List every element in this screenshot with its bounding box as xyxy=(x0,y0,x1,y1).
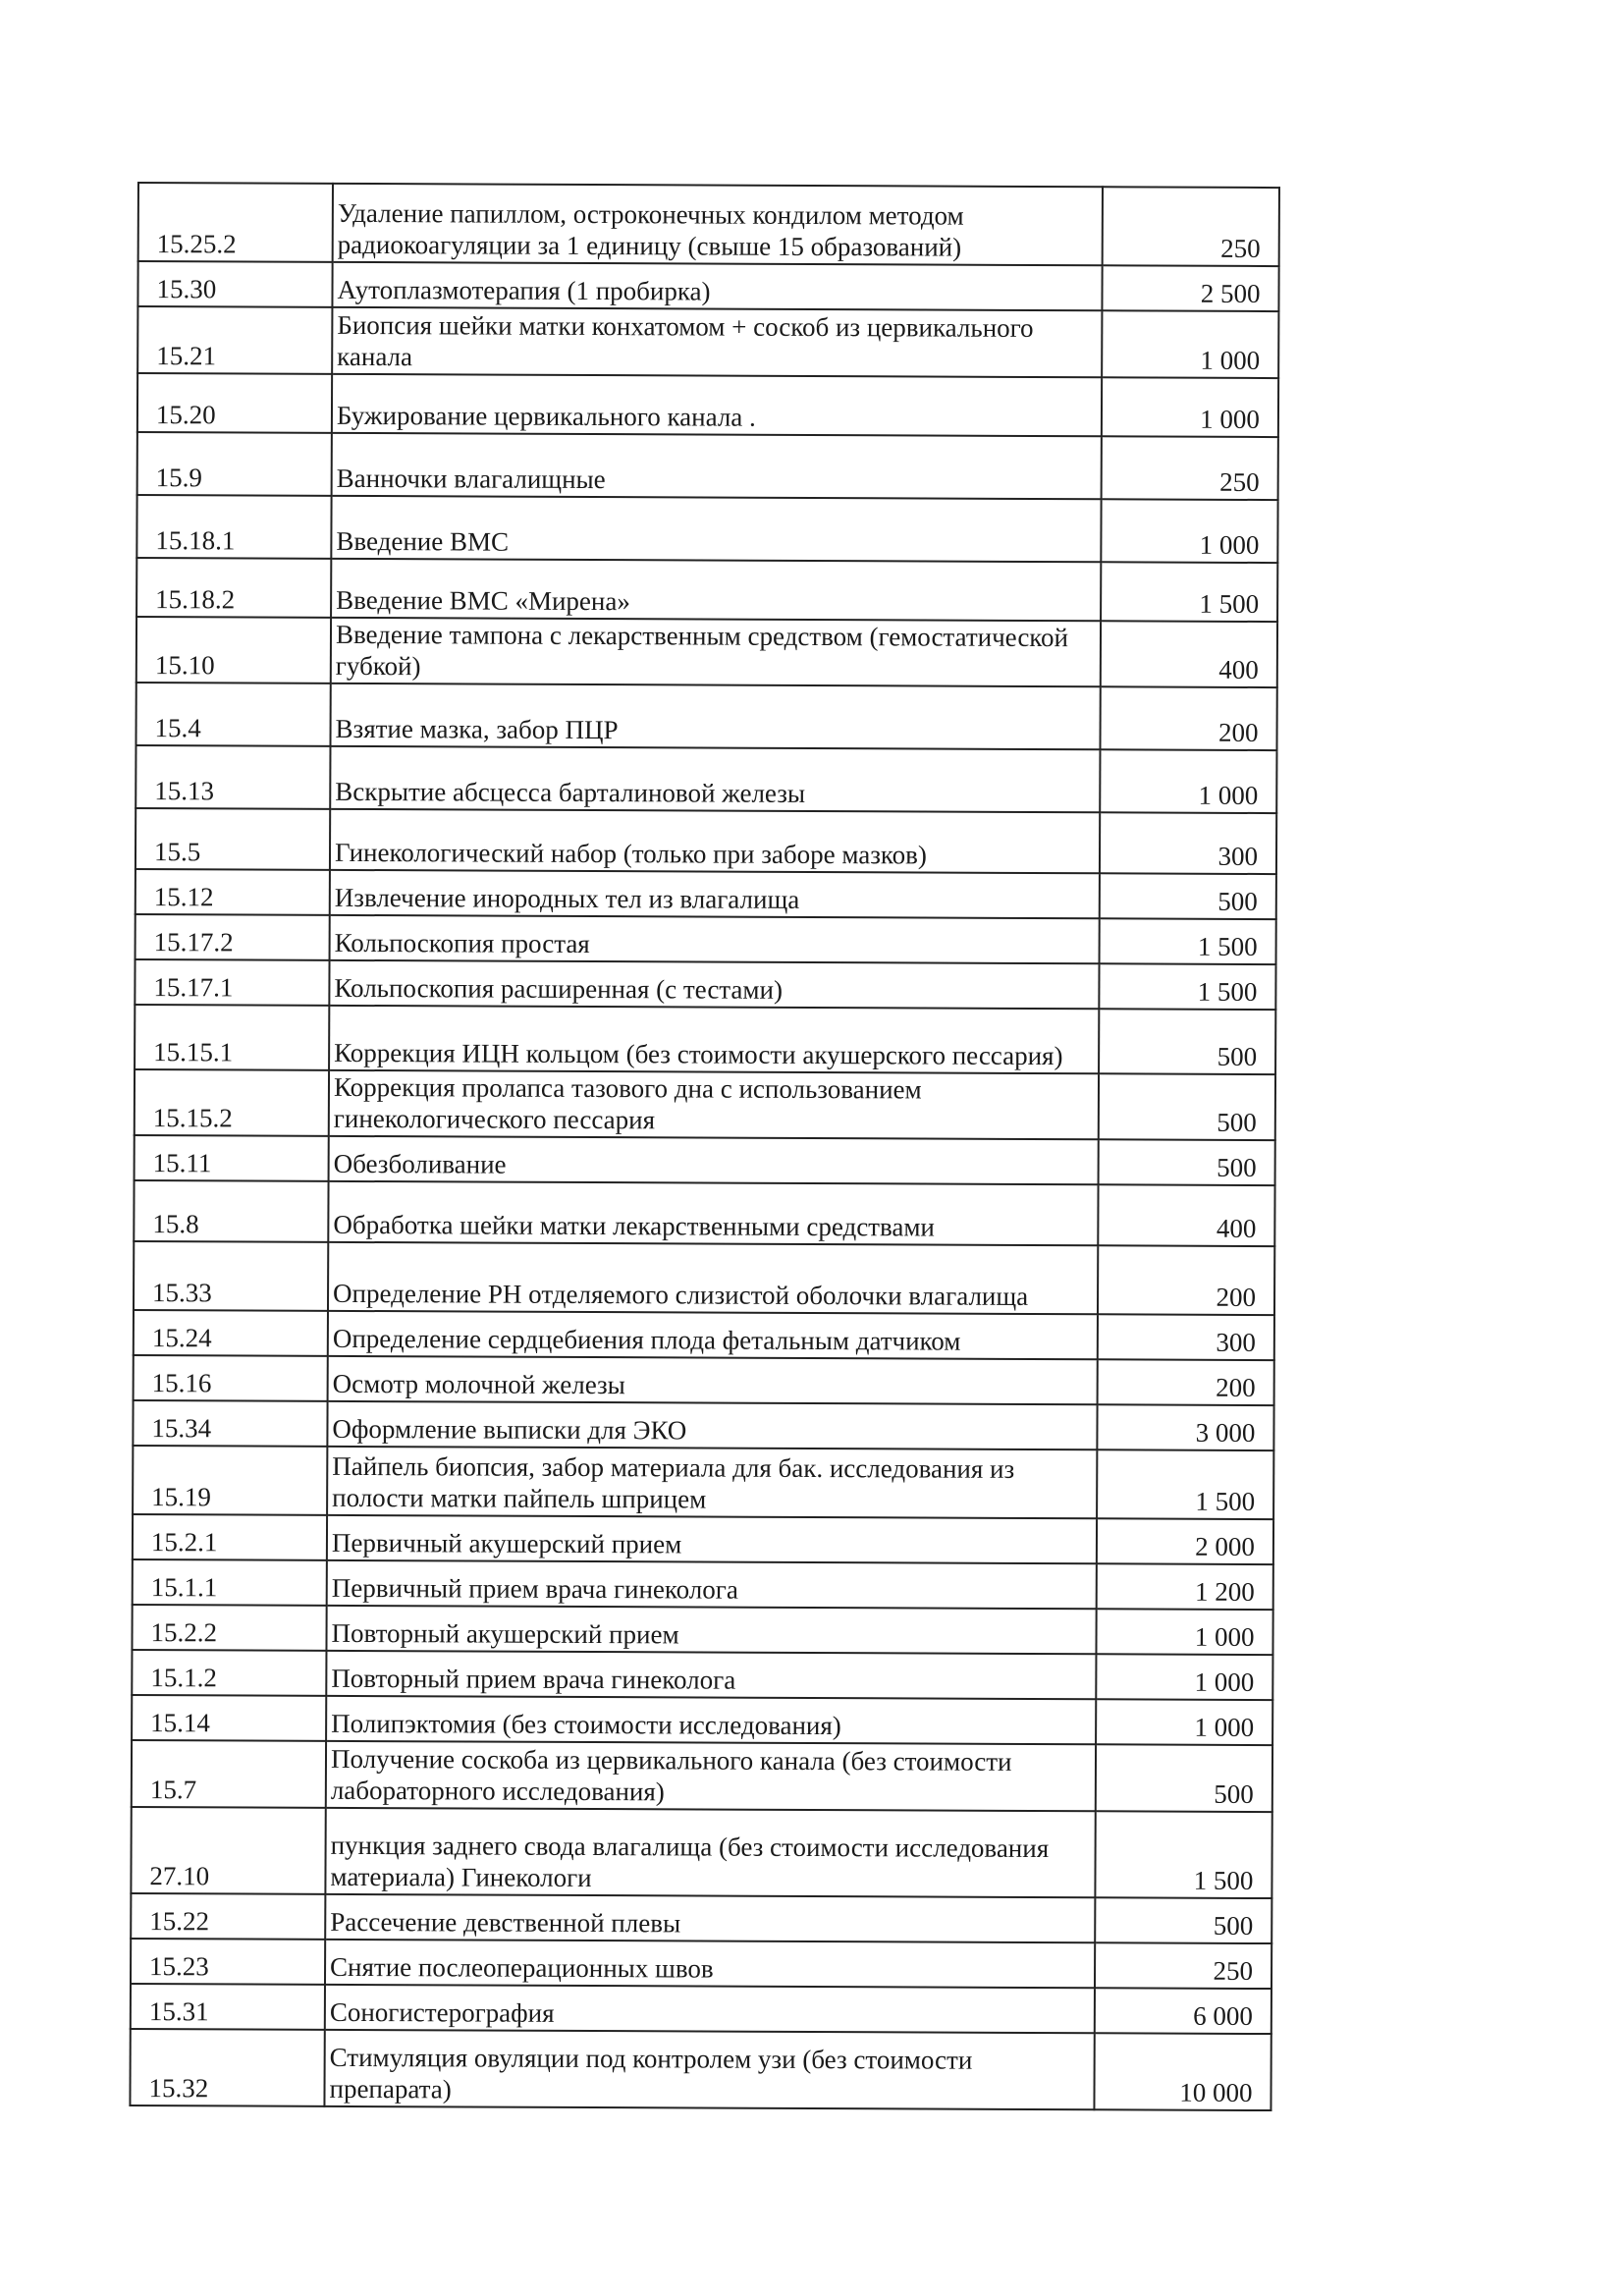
service-price-cell: 1 000 xyxy=(1096,1654,1272,1700)
table-row xyxy=(136,495,1277,563)
service-name-cell: Получение соскоба из цервикального канала (без стоимости лабораторного исследования) xyxy=(326,1741,1096,1811)
service-code-cell: 15.30 xyxy=(137,261,332,307)
service-name-cell: Введение ВМС «Мирена» xyxy=(331,559,1101,621)
service-price-cell: 250 xyxy=(1103,187,1279,266)
service-code-cell: 15.10 xyxy=(136,617,331,683)
service-price-cell: 400 xyxy=(1101,621,1277,687)
service-price-cell: 1 000 xyxy=(1101,499,1277,563)
service-name-cell: Введение тампона с лекарственным средством (гемостатической губкой) xyxy=(331,618,1101,686)
table-row xyxy=(137,261,1278,311)
table-row xyxy=(131,1893,1271,1943)
service-price-cell: 1 500 xyxy=(1097,1449,1273,1519)
service-name-cell: Коррекция пролапса тазового дна с использованием гинекологического пессария xyxy=(329,1070,1099,1139)
service-code-cell: 15.33 xyxy=(134,1241,328,1311)
service-name-cell: Удаление папиллом, остроконечных кондилом методом радиокоагуляции за 1 единицу (свыше 15 образований) xyxy=(333,184,1103,265)
table-row xyxy=(134,1180,1274,1246)
table-row xyxy=(135,914,1276,964)
service-name-cell: Аутоплазмотерапия (1 пробирка) xyxy=(332,262,1102,310)
service-price-cell: 1 500 xyxy=(1100,918,1276,964)
service-price-cell: 10 000 xyxy=(1094,2033,1271,2110)
service-price-cell: 2 500 xyxy=(1102,265,1278,311)
service-price-cell: 1 500 xyxy=(1099,963,1275,1010)
service-code-cell: 15.13 xyxy=(135,745,330,809)
service-name-cell: Введение ВМС xyxy=(331,496,1101,562)
service-name-cell: Биопсия шейки матки конхатомом + соскоб из цервикального канала xyxy=(332,307,1102,377)
table-row xyxy=(132,1695,1272,1745)
table-row xyxy=(137,432,1278,500)
table-row xyxy=(137,373,1278,437)
service-price-cell: 400 xyxy=(1098,1184,1274,1246)
table-row xyxy=(138,183,1279,266)
service-code-cell: 27.10 xyxy=(131,1807,325,1894)
service-price-cell: 1 000 xyxy=(1100,749,1276,813)
service-price-cell: 500 xyxy=(1099,1139,1275,1185)
service-price-cell: 500 xyxy=(1100,873,1276,919)
service-name-cell: Взятие мазка, забор ПЦР xyxy=(330,683,1100,749)
service-name-cell: Первичный акушерский прием xyxy=(327,1515,1097,1563)
table-row xyxy=(133,1559,1273,1610)
service-price-cell: 500 xyxy=(1099,1073,1275,1140)
service-code-cell: 15.5 xyxy=(135,808,330,870)
service-name-cell: Соногистерография xyxy=(325,1985,1095,2033)
table-row xyxy=(132,1650,1272,1700)
table-row xyxy=(134,1310,1274,1360)
service-name-cell: Извлечение инородных тел из влагалища xyxy=(330,870,1100,918)
service-name-cell: Первичный прием врача гинеколога xyxy=(327,1560,1097,1609)
price-list-body xyxy=(130,183,1279,2110)
service-name-cell: Определение сердцебиения плода фетальным датчиком xyxy=(328,1311,1098,1359)
service-name-cell: Оформление выписки для ЭКО xyxy=(327,1401,1097,1449)
service-code-cell: 15.7 xyxy=(132,1740,326,1808)
service-code-cell: 15.34 xyxy=(133,1400,327,1447)
service-price-cell: 300 xyxy=(1098,1314,1274,1360)
service-price-cell: 1 500 xyxy=(1101,562,1277,622)
table-row xyxy=(134,1241,1274,1315)
table-row xyxy=(135,683,1276,750)
table-row xyxy=(134,1355,1274,1405)
service-price-cell: 500 xyxy=(1099,1009,1275,1074)
service-price-cell: 200 xyxy=(1098,1359,1274,1405)
service-code-cell: 15.2.2 xyxy=(132,1605,326,1651)
service-price-cell: 1 200 xyxy=(1097,1563,1273,1610)
service-code-cell: 15.22 xyxy=(131,1893,325,1940)
service-code-cell: 15.1.2 xyxy=(132,1650,326,1696)
service-price-cell: 2 000 xyxy=(1097,1518,1273,1564)
table-row xyxy=(132,1740,1272,1812)
service-price-cell: 1 000 xyxy=(1096,1699,1272,1745)
service-name-cell: Кольпоскопия расширенная (с тестами) xyxy=(329,960,1099,1009)
service-name-cell: Гинекологический набор (только при заборе мазков) xyxy=(330,809,1100,873)
service-price-cell: 1 000 xyxy=(1102,377,1278,437)
table-row xyxy=(136,558,1277,622)
service-name-cell: Пайпель биопсия, забор материала для бак. исследования из полости матки пайпель шприцем xyxy=(327,1447,1097,1518)
service-code-cell: 15.8 xyxy=(134,1180,328,1242)
service-name-cell: Вскрытие абсцесса барталиновой железы xyxy=(330,746,1100,812)
service-code-cell: 15.20 xyxy=(137,373,332,433)
table-row xyxy=(135,869,1276,919)
service-code-cell: 15.18.2 xyxy=(136,558,331,618)
service-price-cell: 1 000 xyxy=(1102,310,1278,378)
table-row xyxy=(130,2029,1271,2110)
service-code-cell: 15.18.1 xyxy=(136,495,331,559)
service-code-cell: 15.21 xyxy=(137,306,332,374)
service-price-cell: 200 xyxy=(1100,686,1276,750)
service-name-cell: Повторный прием врача гинеколога xyxy=(326,1651,1096,1699)
table-row xyxy=(137,306,1278,378)
service-code-cell: 15.17.2 xyxy=(135,914,330,960)
service-code-cell: 15.11 xyxy=(135,1135,329,1181)
service-price-cell: 500 xyxy=(1096,1744,1272,1812)
service-code-cell: 15.31 xyxy=(131,1984,325,2030)
service-price-cell: 250 xyxy=(1095,1942,1271,1989)
service-code-cell: 15.16 xyxy=(134,1355,328,1401)
service-name-cell: Стимуляция овуляции под контролем узи (без стоимости препарата) xyxy=(324,2030,1094,2109)
table-row xyxy=(135,808,1276,874)
service-price-cell: 6 000 xyxy=(1095,1988,1271,2034)
service-code-cell: 15.24 xyxy=(134,1310,328,1356)
service-name-cell: Кольпоскопия простая xyxy=(330,915,1100,963)
service-price-cell: 250 xyxy=(1102,436,1278,500)
table-row xyxy=(131,1939,1271,1989)
service-price-cell: 200 xyxy=(1098,1245,1274,1315)
table-row xyxy=(133,1514,1273,1564)
service-code-cell: 15.9 xyxy=(137,432,332,496)
table-row xyxy=(135,959,1275,1010)
price-list-table xyxy=(129,182,1280,2111)
service-code-cell: 15.15.1 xyxy=(135,1005,329,1070)
table-row xyxy=(131,1984,1271,2034)
service-code-cell: 15.15.2 xyxy=(135,1069,329,1136)
service-name-cell: Осмотр молочной железы xyxy=(328,1356,1098,1404)
service-code-cell: 15.12 xyxy=(135,869,330,915)
service-name-cell: Коррекция ИЦН кольцом (без стоимости акушерского пессария) xyxy=(329,1006,1099,1073)
service-name-cell: пункция заднего свода влагалища (без стоимости исследования материала) Гинекологи xyxy=(325,1808,1095,1897)
service-code-cell: 15.4 xyxy=(135,683,330,746)
service-code-cell: 15.1.1 xyxy=(133,1559,327,1606)
service-name-cell: Обезболивание xyxy=(329,1136,1099,1184)
service-name-cell: Повторный акушерский прием xyxy=(326,1606,1096,1654)
service-code-cell: 15.14 xyxy=(132,1695,326,1741)
service-price-cell: 1 500 xyxy=(1095,1811,1271,1898)
service-code-cell: 15.23 xyxy=(131,1939,325,1985)
table-row xyxy=(135,745,1276,813)
service-name-cell: Бужирование цервикального канала . xyxy=(332,374,1102,436)
table-row xyxy=(133,1446,1273,1519)
table-row xyxy=(135,1069,1275,1140)
service-code-cell: 15.2.1 xyxy=(133,1514,327,1560)
service-price-cell: 500 xyxy=(1095,1897,1271,1943)
table-row xyxy=(131,1807,1271,1898)
table-row xyxy=(135,1005,1275,1074)
service-name-cell: Полипэктомия (без стоимости исследования) xyxy=(326,1696,1096,1744)
service-name-cell: Снятие послеоперационных швов xyxy=(325,1940,1095,1988)
service-name-cell: Обработка шейки матки лекарственными средствами xyxy=(328,1181,1098,1245)
service-code-cell: 15.25.2 xyxy=(138,183,333,262)
service-name-cell: Ванночки влагалищные xyxy=(332,433,1102,499)
service-code-cell: 15.32 xyxy=(130,2029,324,2106)
table-row xyxy=(133,1400,1273,1450)
table-row xyxy=(135,1135,1275,1185)
table-row xyxy=(136,617,1277,687)
service-code-cell: 15.19 xyxy=(133,1446,327,1515)
service-name-cell: Определение PH отделяемого слизистой оболочки влагалища xyxy=(328,1242,1098,1314)
service-name-cell: Рассечение девственной плевы xyxy=(325,1894,1095,1942)
service-code-cell: 15.17.1 xyxy=(135,959,329,1006)
table-row xyxy=(132,1605,1272,1655)
service-price-cell: 3 000 xyxy=(1097,1404,1273,1450)
service-price-cell: 1 000 xyxy=(1096,1609,1272,1655)
service-price-cell: 300 xyxy=(1100,812,1276,874)
